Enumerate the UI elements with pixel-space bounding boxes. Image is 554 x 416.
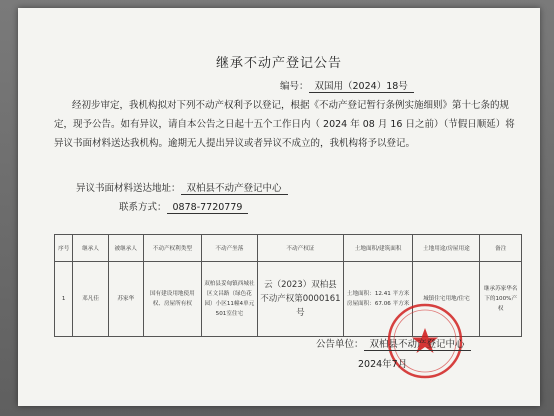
- cell-decedent: 苏家华: [108, 262, 143, 337]
- objection-address: [76, 180, 288, 194]
- announcing-unit-label: 公告单位：: [316, 339, 364, 350]
- cell-area: 土地面积：12.41 平方米 房屋面积：67.06 平方米: [343, 262, 412, 337]
- col-header-location: 不动产坐落: [201, 235, 257, 262]
- table-header-row: [55, 235, 522, 262]
- cell-certificate: 云（2023）双柏县不动产权第0000161号: [257, 262, 343, 337]
- col-header-remark: 备注: [480, 235, 522, 262]
- cell-heir: 邓凡佳: [73, 262, 108, 337]
- announcing-unit: [316, 336, 471, 350]
- document-number: [280, 78, 414, 92]
- cell-remark: 继承苏家华名下的100%产权: [480, 262, 522, 337]
- cell-location: 双柏县妥甸镇西城社区文昌路（绿色花园）小区11幢4单元501室住宅: [201, 262, 257, 337]
- contact-info: [119, 199, 248, 213]
- notice-body: 经初步审定，我机构拟对下列不动产权利予以登记，根据《不动产登记暂行条例实施细则》第十七条的规定，现予公告。如有异议，请自本公告之日起十五个工作日内（ 2024 年 08 月 16 日之前）（节假日顺延）将异议书面材料送达我机构。逾期无人提出异议或者异议不成立的，我机构将予以登记。: [54, 100, 515, 149]
- contact-label: 联系方式：: [119, 202, 167, 213]
- announcement-date: 2024年7月: [358, 359, 408, 370]
- col-header-area: 土地面积/建筑面积: [343, 235, 412, 262]
- contact-value: 0878-7720779: [167, 202, 249, 214]
- col-header-decedent: 被继承人: [108, 235, 143, 262]
- cell-use: 城镇住宅用地/住宅: [413, 262, 480, 337]
- col-header-heir: 继承人: [73, 235, 108, 262]
- col-header-no: 序号: [55, 235, 73, 262]
- cell-no: 1: [55, 262, 73, 337]
- col-header-certificate: 不动产权证: [257, 235, 343, 262]
- objection-address-value: 双柏县不动产登记中心: [181, 183, 288, 195]
- cell-right-type: 国有建设用地使用权、房屋所有权: [143, 262, 201, 337]
- document-number-label: 编号：: [280, 81, 309, 92]
- notice-title: 继承不动产登记公告: [215, 56, 342, 71]
- objection-address-label: 异议书面材料送达地址：: [76, 183, 181, 194]
- notice-paper: [18, 8, 540, 406]
- col-header-right-type: 不动产权利类型: [143, 235, 201, 262]
- col-header-use: 土地用途/房屋用途: [413, 235, 480, 262]
- document-number-value: 双国用（2024）18号: [309, 81, 414, 93]
- announcing-unit-value: 双柏县不动产登记中心: [364, 339, 471, 351]
